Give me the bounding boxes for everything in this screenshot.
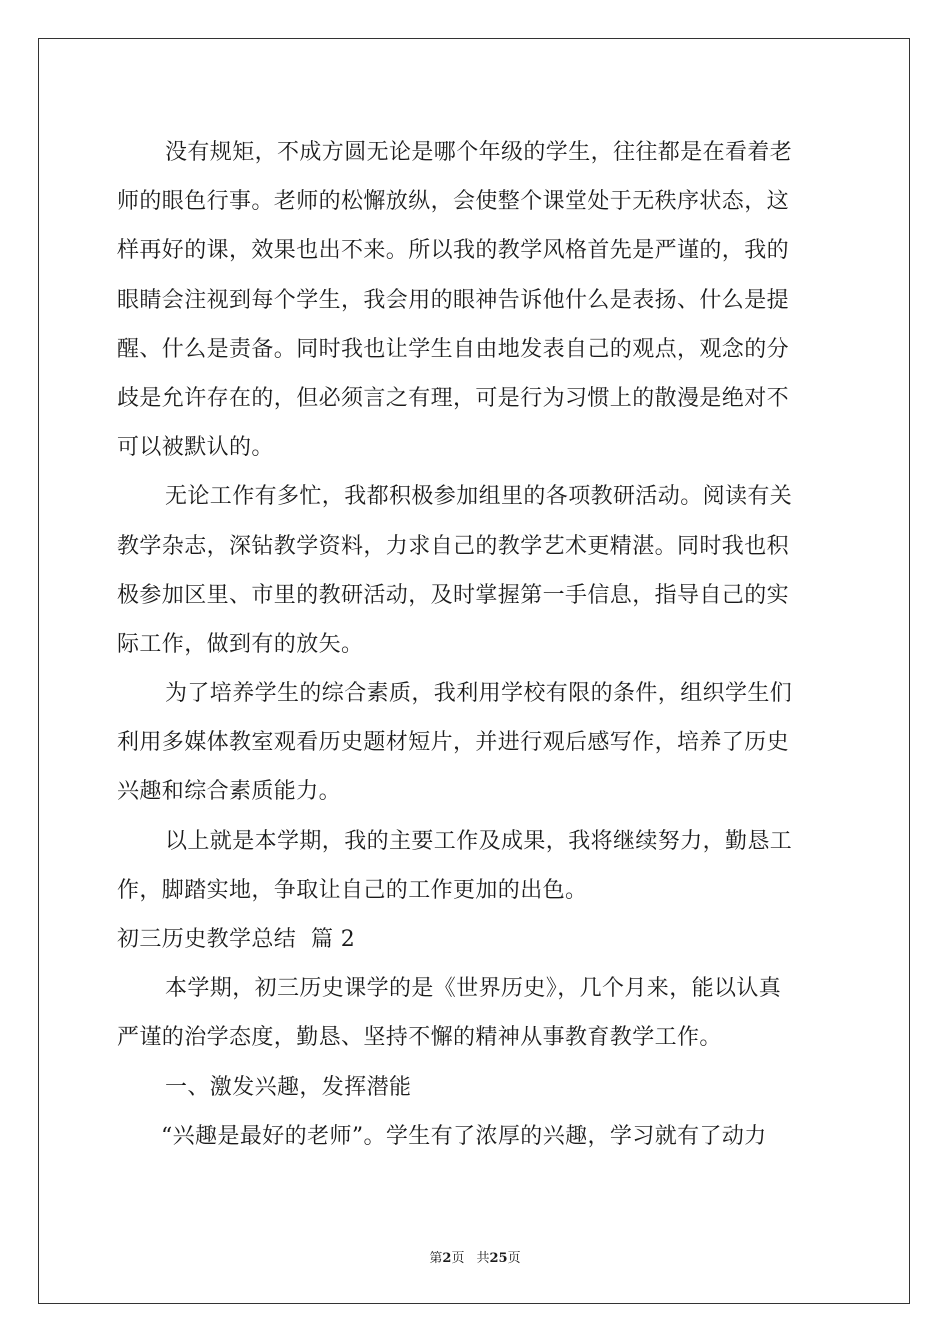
- paragraph-line: 作，脚踏实地，争取让自己的工作更加的出色。: [117, 877, 588, 903]
- paragraph-line: 醒、什么是责备。同时我也让学生自由地发表自己的观点，观念的分: [117, 336, 790, 362]
- paragraph-line: 无论工作有多忙，我都积极参加组里的各项教研活动。阅读有关: [165, 484, 793, 510]
- paragraph-line: 可以被默认的。: [117, 435, 274, 461]
- page-footer: [0, 1247, 950, 1266]
- document-body: [117, 128, 833, 1161]
- paragraph-line: 没有规矩，不成方圆无论是哪个年级的学生，往往都是在看着老: [165, 140, 793, 165]
- page-suffix: 页: [451, 1251, 465, 1266]
- paragraph-line: 际工作，做到有的放矢。: [117, 631, 364, 657]
- total-suffix: 页: [507, 1251, 521, 1266]
- page-current: 2: [442, 1251, 452, 1266]
- paragraph-line: 为了培养学生的综合素质，我利用学校有限的条件，组织学生们: [165, 681, 793, 707]
- section-heading: 初三历史教学总结 篇 2: [117, 927, 356, 952]
- paragraph-line: 极参加区里、市里的教研活动，及时掌握第一手信息，指导自己的实: [117, 582, 790, 608]
- paragraph-line: 严谨的治学态度，勤恳、坚持不懈的精神从事教育教学工作。: [117, 1025, 722, 1051]
- paragraph-line: 师的眼色行事。老师的松懈放纵，会使整个课堂处于无秩序状态，这: [117, 189, 790, 215]
- page-prefix: 第: [429, 1251, 443, 1266]
- paragraph-line: 歧是允许存在的，但必须言之有理，可是行为习惯上的散漫是绝对不: [117, 385, 790, 411]
- paragraph-line: 样再好的课，效果也出不来。所以我的教学风格首先是严谨的，我的: [117, 238, 790, 264]
- page-total: 25: [489, 1251, 508, 1266]
- subsection-heading: 一、激发兴趣，发挥潜能: [165, 1074, 412, 1100]
- paragraph-line: 利用多媒体教室观看历史题材短片，并进行观后感写作，培养了历史: [117, 730, 790, 756]
- paragraph-line: 眼睛会注视到每个学生，我会用的眼神告诉他什么是表扬、什么是提: [117, 287, 790, 313]
- paragraph-line: 兴趣和综合素质能力。: [117, 779, 342, 805]
- paragraph-line: 本学期，初三历史课学的是《世界历史》，几个月来，能以认真: [165, 976, 782, 1002]
- total-prefix: 共: [476, 1251, 490, 1266]
- paragraph-line: “兴趣是最好的老师”。学生有了浓厚的兴趣，学习就有了动力: [161, 1123, 767, 1149]
- paragraph-line: 教学杂志，深钻教学资料，力求自己的教学艺术更精湛。同时我也积: [117, 533, 790, 559]
- paragraph-line: 以上就是本学期，我的主要工作及成果，我将继续努力，勤恳工: [165, 828, 793, 854]
